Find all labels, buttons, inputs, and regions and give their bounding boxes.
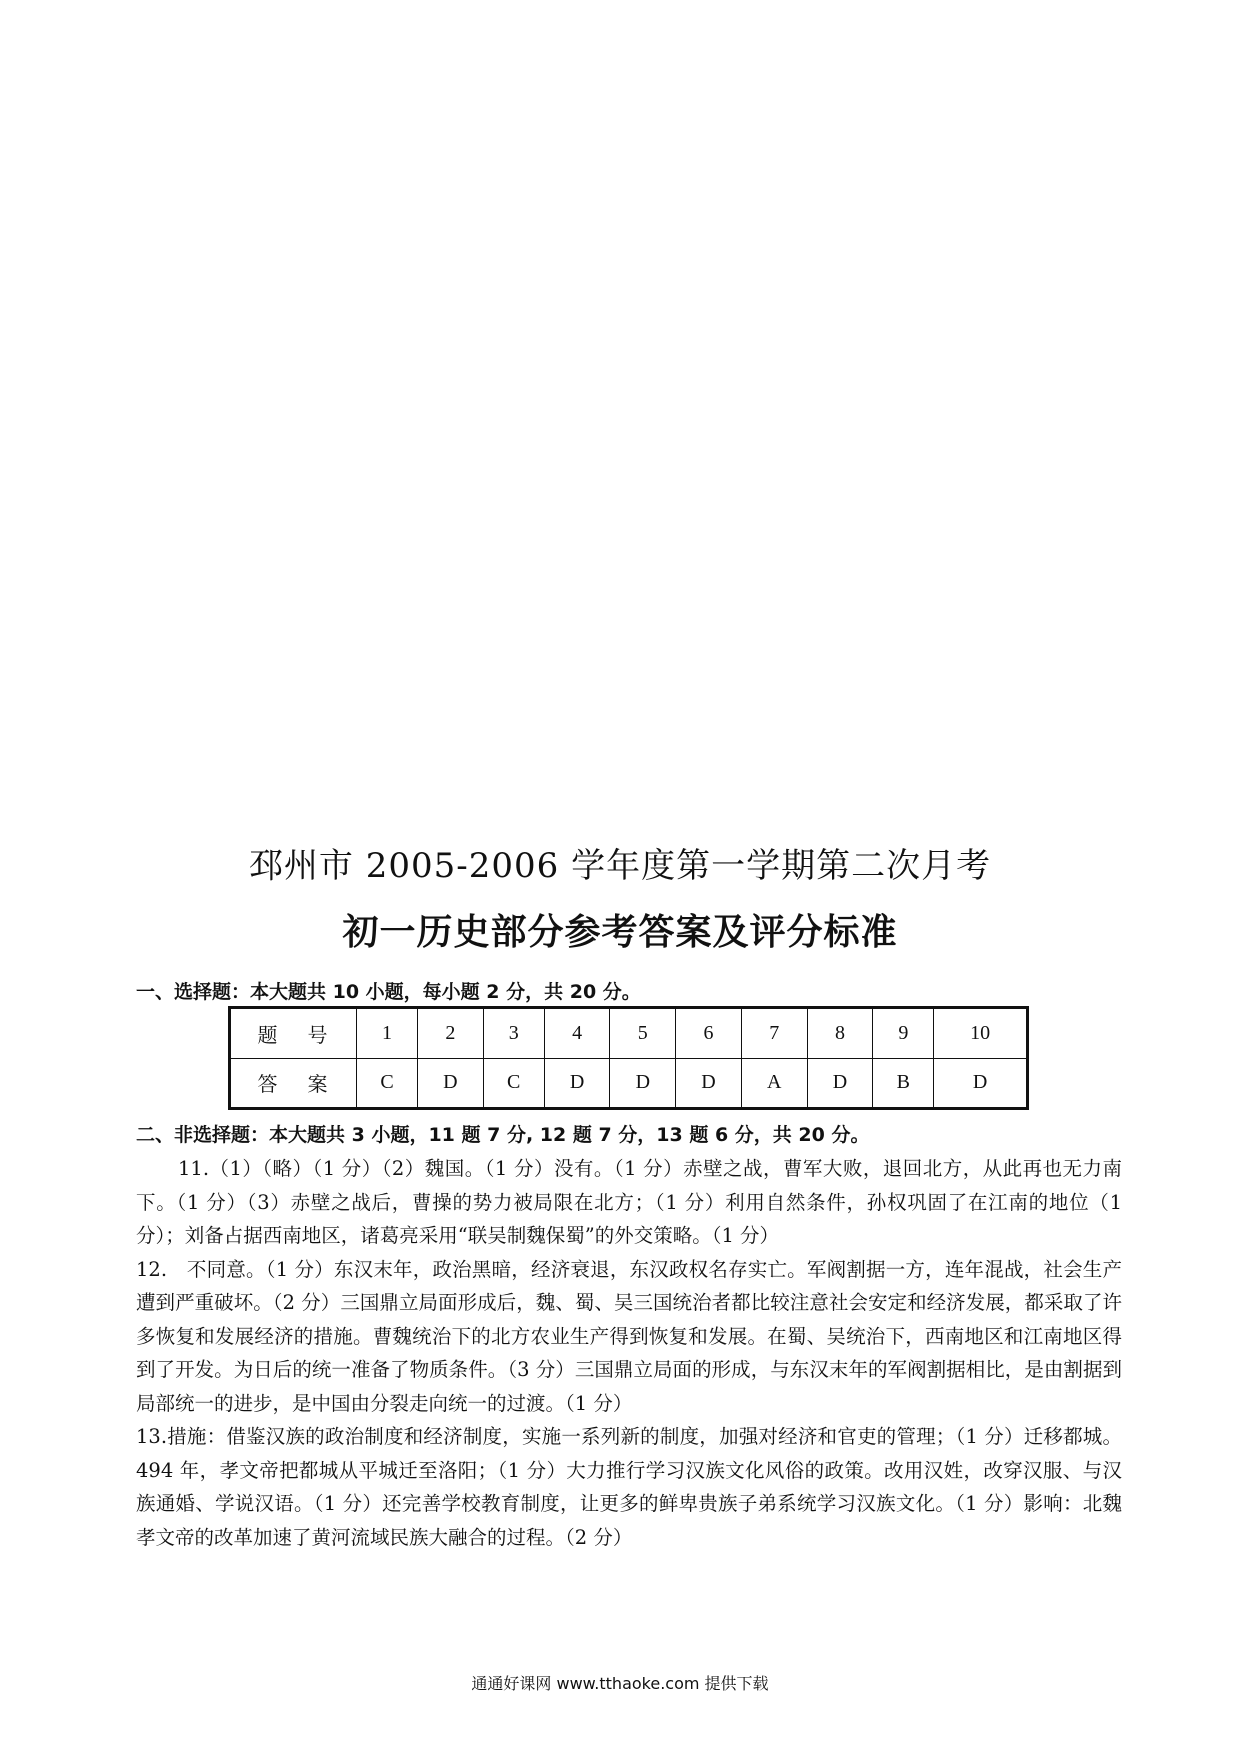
question-number-cell: 8 bbox=[807, 1008, 873, 1059]
answer-cell: D bbox=[544, 1058, 610, 1109]
question-number-header bbox=[230, 1008, 357, 1059]
question-number-cell: 5 bbox=[610, 1008, 676, 1059]
question-number-cell: 7 bbox=[741, 1008, 807, 1059]
answer-table bbox=[228, 1006, 1029, 1110]
answer-cell: D bbox=[676, 1058, 742, 1109]
question-number-cell: 10 bbox=[934, 1008, 1028, 1059]
answer-paragraph-q12: 12. 不同意。（1 分）东汉末年，政治黑暗，经济衰退，东汉政权名存实亡。军阀割据一方，连年混战，社会生产遭到严重破坏。（2 分）三国鼎立局面形成后，魏、蜀、吴三国统治者都比较注意社会安定和经济发展，都采取了许多恢复和发展经济的措施。曹魏统治下的北方农业生产得到恢复和发展。在蜀、吴统治下，西南地区和江南地区得到了开发。为日后的统一准备了物质条件。（3 分）三国鼎立局面的形成，与东汉末年的军阀割据相比，是由割据到局部统一的进步，是中国由分裂走向统一的过渡。（1 分） bbox=[136, 1257, 1122, 1415]
question-number-cell: 4 bbox=[544, 1008, 610, 1059]
header-label-part: 答 bbox=[257, 1074, 280, 1097]
answer-row bbox=[230, 1058, 1028, 1109]
question-number-cell: 2 bbox=[418, 1008, 484, 1059]
answer-cell: C bbox=[357, 1058, 418, 1109]
question-number-row bbox=[230, 1008, 1028, 1059]
answer-cell: B bbox=[873, 1058, 934, 1109]
answer-cell: D bbox=[610, 1058, 676, 1109]
section-2-answers bbox=[136, 1152, 1122, 1554]
section-1-heading: 一、选择题：本大题共 10 小题，每小题 2 分，共 20 分。 bbox=[136, 981, 641, 1003]
section-2-heading: 二、非选择题：本大题共 3 小题，11 题 7 分, 12 题 7 分，13 题 6 分，共 20 分。 bbox=[136, 1124, 870, 1146]
answer-paragraph-q13: 13.措施：借鉴汉族的政治制度和经济制度，实施一系列新的制度，加强对经济和官吏的管理；（1 分）迁移都城。494 年，孝文帝把都城从平城迁至洛阳；（1 分）大力推行学习汉族文化风俗的政策。改用汉姓，改穿汉服、与汉族通婚、学说汉语。（1 分）还完善学校教育制度，让更多的鲜卑贵族子弟系统学习汉族文化。（1 分）影响：北魏孝文帝的改革加速了黄河流域民族大融合的过程。（2 分） bbox=[136, 1425, 1122, 1549]
answer-cell: A bbox=[741, 1058, 807, 1109]
question-number-cell: 9 bbox=[873, 1008, 934, 1059]
question-number-cell: 1 bbox=[357, 1008, 418, 1059]
answer-paragraph-q11: 11.（1）（略）（1 分）（2）魏国。（1 分）没有。（1 分）赤壁之战，曹军大败，退回北方，从此再也无力南下。（1 分）（3）赤壁之战后，曹操的势力被局限在北方；（1 分）利用自然条件，孙权巩固了在江南的地位（1 分）；刘备占据西南地区，诸葛亮采用“联吴制魏保蜀”的外交策略。（1 分） bbox=[136, 1157, 1122, 1247]
question-number-cell: 3 bbox=[483, 1008, 544, 1059]
answer-cell: D bbox=[418, 1058, 484, 1109]
header-label-part: 号 bbox=[307, 1024, 330, 1047]
answer-cell: C bbox=[483, 1058, 544, 1109]
answer-header bbox=[230, 1058, 357, 1109]
header-label-part: 案 bbox=[307, 1074, 330, 1097]
question-number-cell: 6 bbox=[676, 1008, 742, 1059]
answer-key-title: 初一历史部分参考答案及评分标准 bbox=[342, 912, 898, 953]
footer-source: 通通好课网 www.tthaoke.com 提供下载 bbox=[471, 1674, 769, 1693]
answer-cell: D bbox=[807, 1058, 873, 1109]
answer-cell: D bbox=[934, 1058, 1028, 1109]
header-label-part: 题 bbox=[257, 1024, 280, 1047]
exam-title: 邳州市 2005-2006 学年度第一学期第二次月考 bbox=[248, 846, 992, 886]
